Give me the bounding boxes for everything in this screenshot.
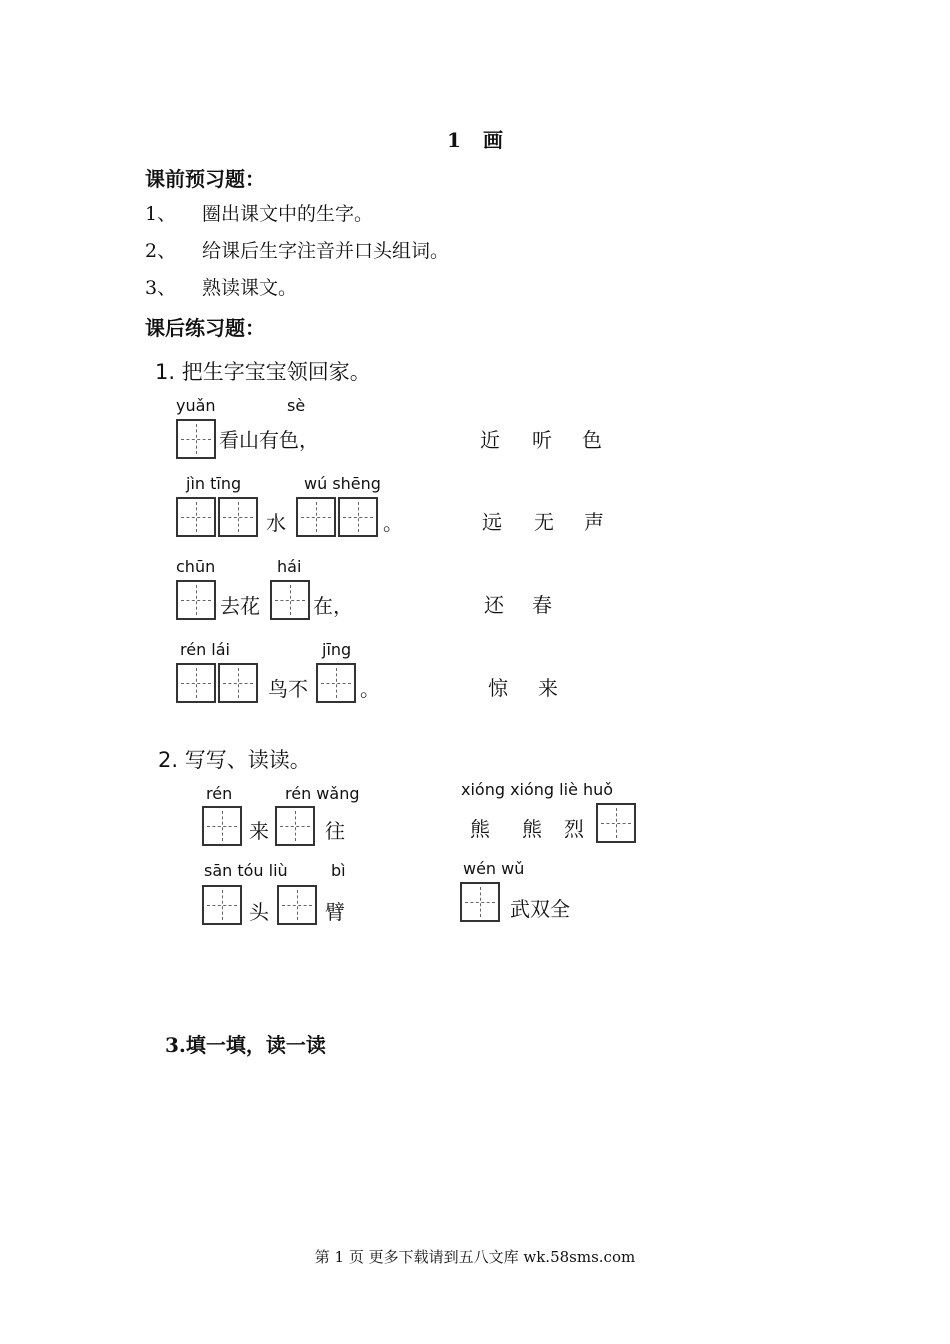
phrase-text: 来 (249, 819, 269, 843)
sentence-text: 水 (266, 511, 286, 535)
sentence-text: 。 (360, 677, 380, 701)
word-bank: 还 春 (484, 593, 552, 617)
page-footer: 第 1 页 更多下载请到五八文库 wk.58sms.com (314, 1248, 636, 1266)
writing-box[interactable] (460, 882, 500, 922)
sentence-text: 鸟不 (268, 677, 308, 701)
phrase-text: 熊 熊 烈 (470, 817, 584, 841)
pinyin-label: rén wǎng (285, 784, 360, 803)
writing-box[interactable] (596, 803, 636, 843)
word-bank: 近 听 色 (480, 428, 602, 452)
exercise-2-title: 2. 写写、读读。 (158, 748, 311, 772)
preview-item: 1、 圈出课文中的生字。 (145, 203, 374, 225)
preview-item: 3、 熟读课文。 (145, 277, 298, 299)
pinyin-label: xióng xióng liè huǒ (461, 780, 614, 799)
lesson-number: 1 (447, 128, 461, 152)
pinyin-label: jīng (322, 640, 352, 659)
sentence-text: 看山有色， (219, 428, 319, 452)
exercise-3-title: 3.填一填，读一读 (165, 1033, 326, 1057)
writing-box[interactable] (176, 663, 216, 703)
document-title (0, 124, 950, 153)
lesson-title: 画 (482, 128, 503, 152)
phrase-text: 往 (325, 819, 345, 843)
writing-box[interactable] (176, 497, 216, 537)
writing-box[interactable] (176, 580, 216, 620)
sentence-text: 。 (383, 511, 403, 535)
writing-box[interactable] (275, 806, 315, 846)
writing-box[interactable] (202, 885, 242, 925)
pinyin-label: bì (331, 861, 346, 880)
pinyin-label: hái (277, 557, 302, 576)
pinyin-label: yuǎn (176, 396, 216, 415)
writing-box[interactable] (176, 419, 216, 459)
pinyin-label: rén (206, 784, 233, 803)
writing-box[interactable] (218, 497, 258, 537)
exercise-1-title: 1. 把生字宝宝领回家。 (155, 360, 371, 384)
pinyin-label: sè (287, 396, 306, 415)
sentence-text: 去花 (220, 594, 260, 618)
pinyin-label: rén lái (180, 640, 230, 659)
phrase-text: 臂 (325, 900, 345, 924)
pinyin-label: jìn tīng (186, 474, 242, 493)
pinyin-label: wén wǔ (463, 859, 525, 878)
pinyin-label: chūn (176, 557, 216, 576)
word-bank: 惊 来 (488, 676, 558, 700)
phrase-text: 武双全 (510, 897, 570, 921)
writing-box[interactable] (338, 497, 378, 537)
writing-box[interactable] (316, 663, 356, 703)
writing-box[interactable] (270, 580, 310, 620)
preview-item: 2、 给课后生字注音并口头组词。 (145, 240, 450, 262)
writing-box[interactable] (277, 885, 317, 925)
pinyin-label: wú shēng (304, 474, 381, 493)
sentence-text: 在， (313, 594, 353, 618)
writing-box[interactable] (202, 806, 242, 846)
phrase-text: 头 (249, 900, 269, 924)
writing-box[interactable] (218, 663, 258, 703)
word-bank: 远 无 声 (482, 510, 604, 534)
preview-heading: 课前预习题： (145, 167, 265, 191)
practice-heading: 课后练习题： (145, 316, 265, 340)
writing-box[interactable] (296, 497, 336, 537)
pinyin-label: sān tóu liù (204, 861, 288, 880)
